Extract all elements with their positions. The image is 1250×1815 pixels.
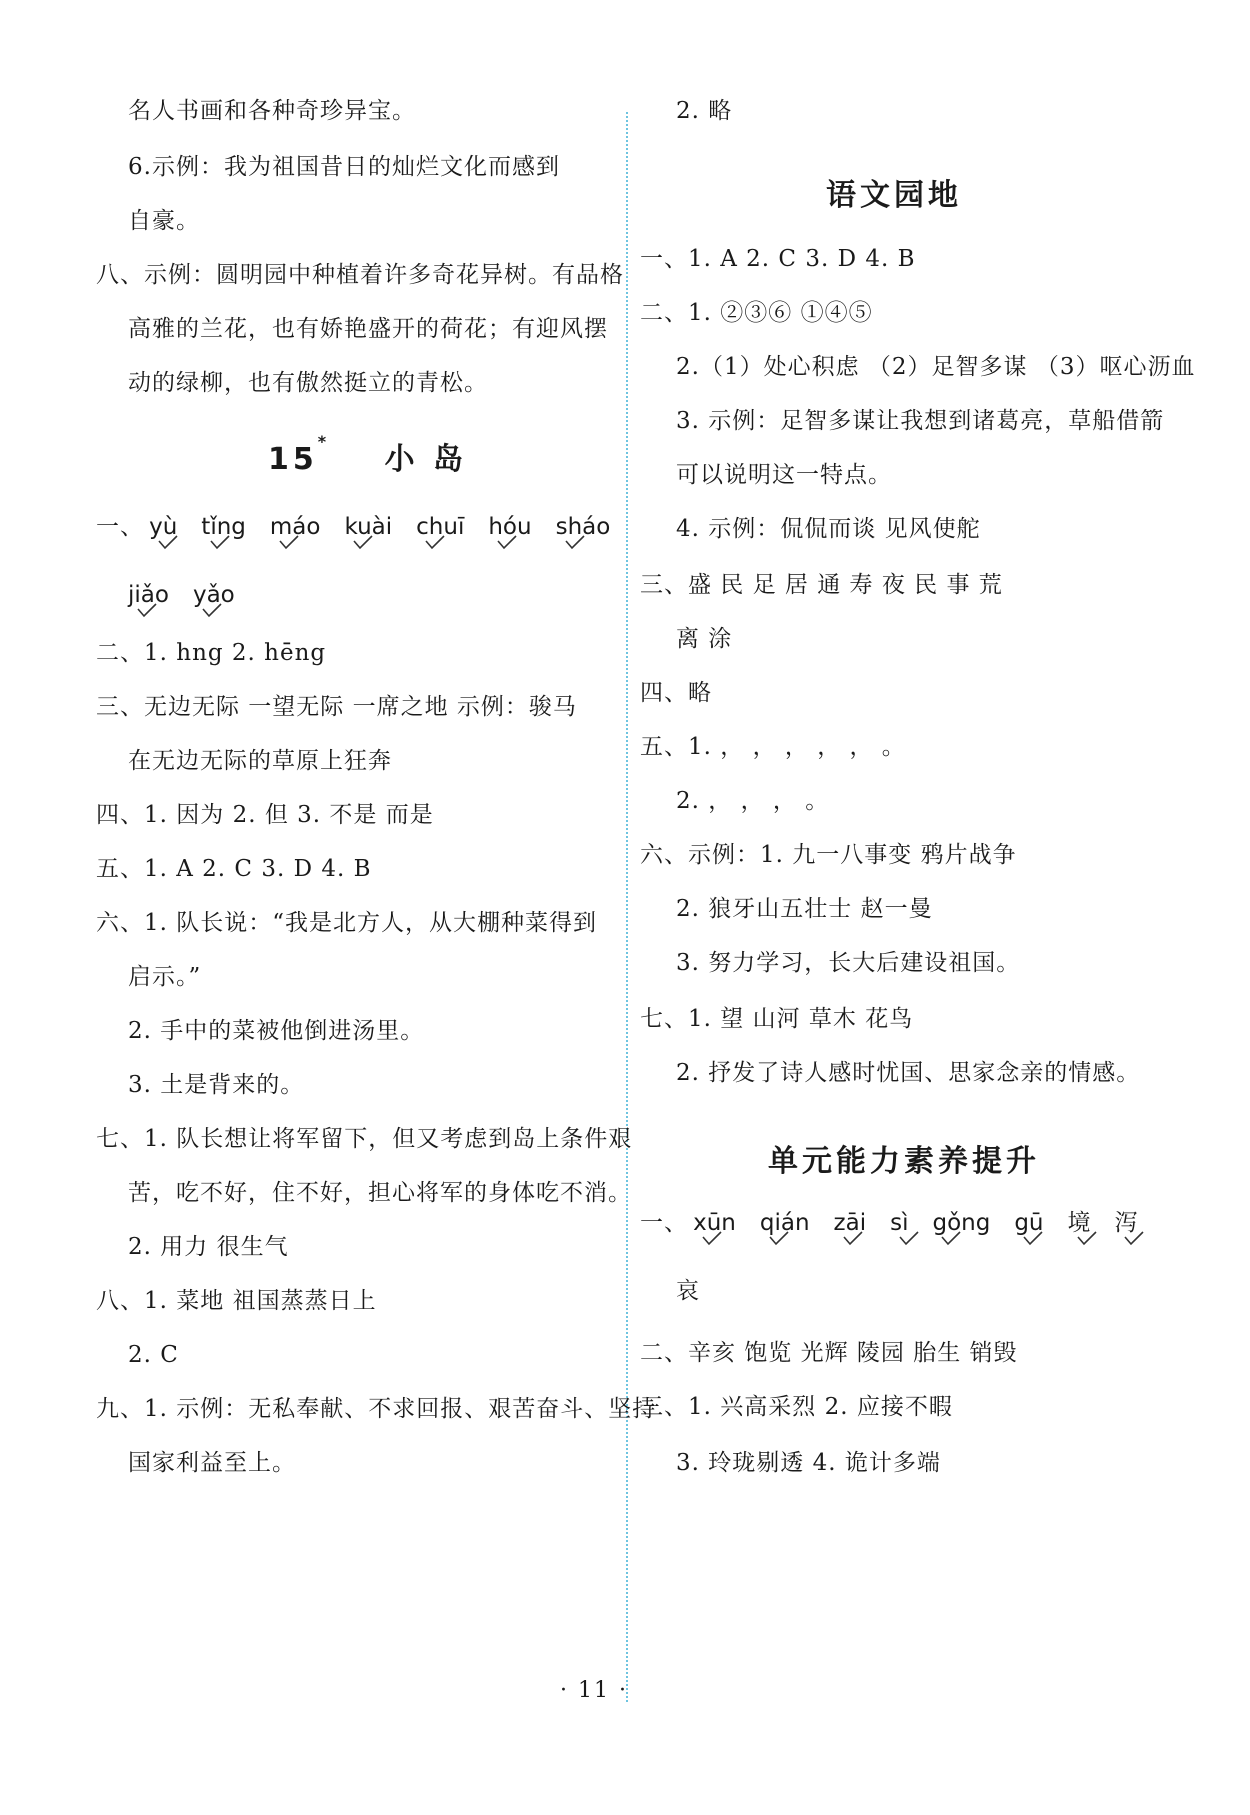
pinyin-answer [760,1208,810,1238]
lesson-name: 小 岛 [384,442,468,477]
check-mark-icon [940,1230,962,1246]
answer-line: 4. 示例：侃侃而谈 见风使舵 [676,516,981,542]
check-mark-icon [496,534,518,550]
answer-line: 国家利益至上。 [128,1450,296,1476]
pinyin-text: yǎo [192,582,235,608]
check-mark-icon [278,534,300,550]
pinyin-row [96,512,634,542]
pinyin-text: gǒng [932,1210,991,1236]
answer-line: 五、1. ， ， ， ， ， 。 [640,734,906,760]
check-mark-icon [352,534,374,550]
answer-line: 六、示例：1. 九一八事变 鸦片战争 [640,842,1017,868]
pinyin-answer [1068,1208,1091,1238]
pinyin-answer [270,512,321,542]
answer-line: 三、1. 兴高采烈 2. 应接不暇 [640,1394,953,1420]
answer-line: 启示。” [128,964,202,990]
answer-line: 三、盛 民 足 居 通 寿 夜 民 事 荒 [640,572,1003,598]
check-mark-icon [136,602,158,618]
answer-line: 动的绿柳，也有傲然挺立的青松。 [128,370,488,396]
answer-line: 2. 略 [676,98,733,124]
pinyin-answer [693,1208,736,1238]
answer-line: 3. 玲珑剔透 4. 诡计多端 [676,1450,941,1476]
check-mark-icon [898,1230,920,1246]
pinyin-text: 泻 [1114,1210,1138,1236]
check-mark-icon [157,534,179,550]
lesson-star: * [317,432,331,451]
pinyin-answer [201,512,246,542]
answer-line: 七、1. 队长想让将军留下，但又考虑到岛上条件艰 [96,1126,633,1152]
pinyin-text: gū [1014,1210,1044,1236]
answer-line: 2. 手中的菜被他倒进汤里。 [128,1018,425,1044]
pinyin-text: xūn [693,1210,736,1236]
answer-line: 名人书画和各种奇珍异宝。 [128,98,416,124]
answer-line: 八、示例：圆明园中种植着许多奇花异树。有品格 [96,262,624,288]
answer-line: 一、1. A 2. C 3. D 4. B [640,246,916,272]
section-heading: 语文园地 [826,178,962,213]
answer-line: 2.（1）处心积虑 （2）足智多谋 （3）呕心沥血 [676,354,1196,380]
answer-line: 2. 用力 很生气 [128,1234,289,1260]
answer-line: 2. C [128,1342,179,1368]
pinyin-answer [1014,1208,1043,1238]
pinyin-text: jiǎo [128,582,169,608]
pinyin-row [640,1208,1162,1238]
pinyin-answer [488,512,531,542]
answer-line: 可以说明这一特点。 [676,462,892,488]
pinyin-row [676,1276,723,1306]
check-mark-icon [1123,1230,1145,1246]
answer-line: 九、1. 示例：无私奉献、不求回报、艰苦奋斗、坚持 [96,1396,657,1422]
answer-line: 四、略 [640,680,712,706]
answer-line: 二、1. hng 2. hēng [96,640,327,666]
answer-line: 2. 狼牙山五壮士 赵一曼 [676,896,933,922]
section-heading: 单元能力素养提升 [768,1144,1040,1179]
pinyin-text: máo [269,514,321,540]
pinyin-answer [344,512,392,542]
pinyin-text: 哀 [676,1278,699,1304]
answer-line: 高雅的兰花，也有娇艳盛开的荷花；有迎风摆 [128,316,608,342]
pinyin-row [128,580,259,610]
check-mark-icon [842,1230,864,1246]
check-mark-icon [701,1230,723,1246]
pinyin-answer [932,1208,990,1238]
question-number: 一、 [96,514,144,540]
pinyin-text: zāi [833,1210,867,1236]
answer-line: 八、1. 菜地 祖国蒸蒸日上 [96,1288,377,1314]
pinyin-text: tǐng [201,514,246,540]
pinyin-answer [556,512,611,542]
answer-line: 六、1. 队长说：“我是北方人，从大棚种菜得到 [96,910,598,936]
check-mark-icon [201,602,223,618]
answer-line: 6.示例：我为祖国昔日的灿烂文化而感到 [128,154,560,180]
pinyin-answer [193,580,235,610]
pinyin-text: qián [759,1210,810,1236]
check-mark-icon [209,534,231,550]
answer-line: 苦，吃不好，住不好，担心将军的身体吃不消。 [128,1180,632,1206]
check-mark-icon [768,1230,790,1246]
pinyin-answer [890,1208,908,1238]
answer-line: 在无边无际的草原上狂奔 [128,748,392,774]
pinyin-text: sháo [555,514,611,540]
answer-line: 2. 抒发了诗人感时忧国、思家念亲的情感。 [676,1060,1141,1086]
pinyin-text: sì [890,1210,909,1236]
pinyin-text: yù [149,514,178,540]
pinyin-answer [128,580,169,610]
answer-line: 四、1. 因为 2. 但 3. 不是 而是 [96,802,434,828]
pinyin-answer [416,512,464,542]
pinyin-answer [834,1208,867,1238]
pinyin-text: kuài [344,514,393,540]
page-number: · 11 · [560,1678,628,1703]
answer-line: 七、1. 望 山河 草木 花鸟 [640,1006,914,1032]
pinyin-text: 境 [1067,1210,1091,1236]
check-mark-icon [564,534,586,550]
check-mark-icon [424,534,446,550]
pinyin-answer [676,1276,699,1306]
answer-line: 自豪。 [128,208,200,234]
question-number: 一、 [640,1210,688,1236]
pinyin-answer [1115,1208,1138,1238]
answer-line: 五、1. A 2. C 3. D 4. B [96,856,372,882]
lesson-number: 15 [268,442,318,477]
column-divider [626,112,628,1702]
answer-line: 二、辛亥 饱览 光辉 陵园 胎生 销毁 [640,1340,1018,1366]
check-mark-icon [1022,1230,1044,1246]
pinyin-text: chuī [416,514,465,540]
answer-line: 离 涂 [676,626,733,652]
answer-line: 二、1. ②③⑥ ①④⑤ [640,300,873,326]
answer-line: 3. 示例：足智多谋让我想到诸葛亮，草船借箭 [676,408,1165,434]
pinyin-answer [149,512,177,542]
answer-line: 3. 土是背来的。 [128,1072,305,1098]
answer-line: 2. ， ， ， 。 [676,788,830,814]
check-mark-icon [1076,1230,1098,1246]
answer-line: 3. 努力学习，长大后建设祖国。 [676,950,1021,976]
answer-line: 三、无边无际 一望无际 一席之地 示例：骏马 [96,694,577,720]
lesson-title [268,434,467,478]
pinyin-text: hóu [488,514,532,540]
